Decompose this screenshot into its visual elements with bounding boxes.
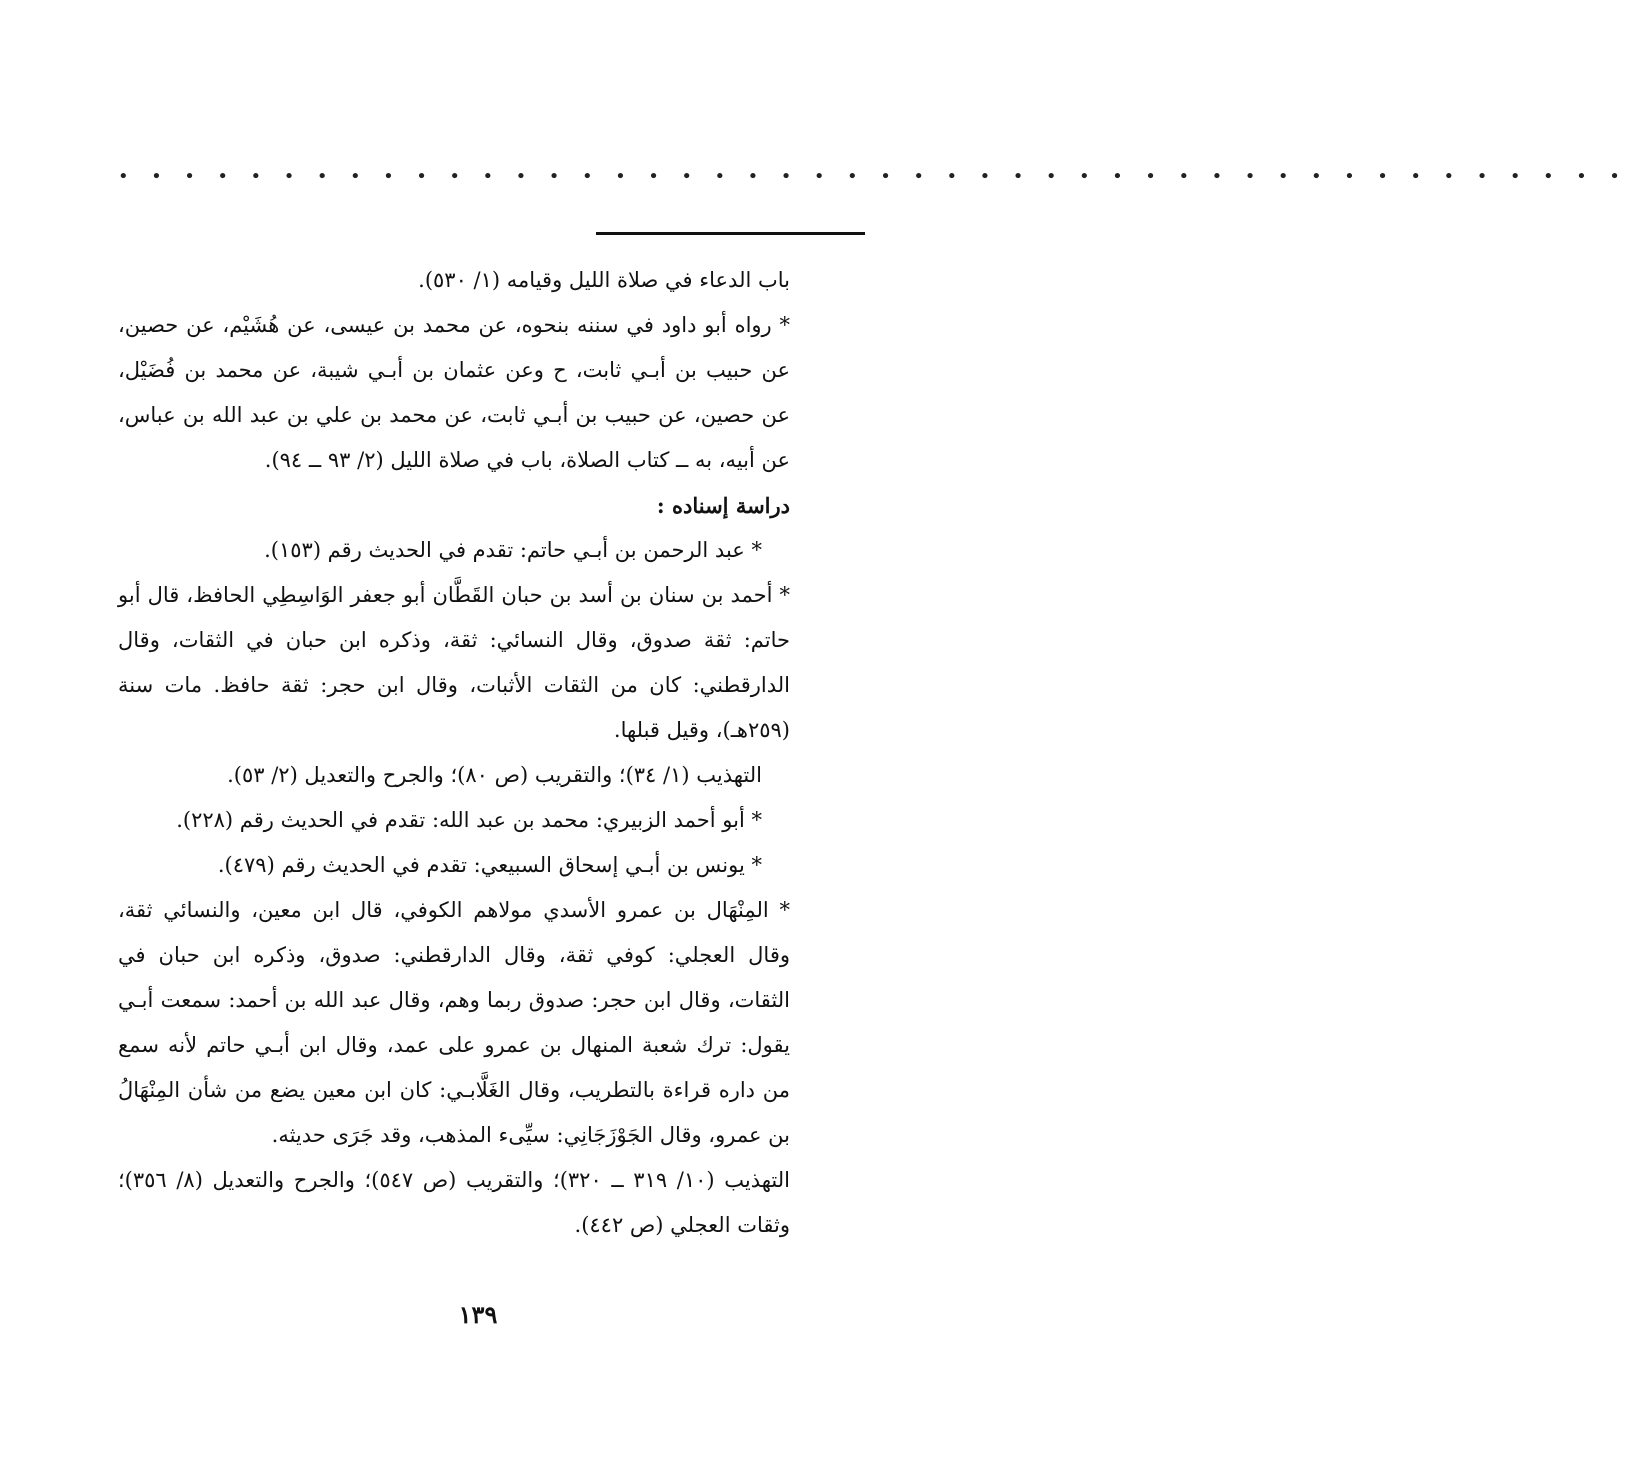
narrator-entry: * أبو أحمد الزبيري: محمد بن عبد الله: تقدم في الحديث رقم (٢٢٨). xyxy=(176,808,762,832)
citation-line: التهذيب (١٠/ ٣١٩ ــ ٣٢٠)؛ والتقريب (ص ٥٤٧)؛ والجرح والتعديل (٨/ ٣٥٦)؛ وثقات العجلي (ص ٤٤٢). xyxy=(118,1168,790,1237)
chapter-reference: باب الدعاء في صلاة الليل وقيامه (١/ ٥٣٠). xyxy=(418,268,790,292)
page-body xyxy=(118,258,790,1248)
narration-paragraph: * رواه أبو داود في سننه بنحوه، عن محمد بن عيسى، عن هُشَيْم، عن حصين، عن حبيب بن أبـي ثابت، ح وعن عثمان بن أبـي شيبة، عن محمد بن فُضَيْل، عن حصين، عن حبيب بن أبـي ثابت، عن محمد بن علي بن عبد الله بن عباس، عن أبيه، به ــ كتاب الصلاة، باب في صلاة الليل (٢/ ٩٣ ــ ٩٤). xyxy=(118,313,790,472)
narrator-entry: * المِنْهَال بن عمرو الأسدي مولاهم الكوفي، قال ابن معين، والنسائي ثقة، وقال العجلي: كوفي ثقة، وقال الدارقطني: صدوق، وذكره ابن حبان في الثقات، وقال ابن حجر: صدوق ربما وهم، وقال عبد الله بن أحمد: سمعت أبـي يقول: ترك شعبة المنهال بن عمرو على عمد، وقال ابن أبـي حاتم لأنه سمع من داره قراءة بالتطريب، وقال الغَلَّابـي: كان ابن معين يضع من شأن المِنْهَالُ بن عمرو، وقال الجَوْزَجَانِي: سيِّىء المذهب، وقد جَرَى حديثه. xyxy=(118,898,791,1147)
citation-line: التهذيب (١/ ٣٤)؛ والتقريب (ص ٨٠)؛ والجرح والتعديل (٢/ ٥٣). xyxy=(227,763,762,787)
narrator-entry: * يونس بن أبـي إسحاق السبيعي: تقدم في الحديث رقم (٤٧٩). xyxy=(217,853,762,877)
footnote-rule xyxy=(596,232,865,235)
dotted-separator: • • • • • • • • • • • • • • • • • • • • • • • • • • • • • • • • • • • • • • • • • • • • • • xyxy=(118,166,1628,187)
narrator-entry: * أحمد بن سنان بن أسد بن حبان القَطَّان أبو جعفر الوَاسِطِي الحافظ، قال أبو حاتم: ثقة صدوق، وقال النسائي: ثقة، وذكره ابن حبان في الثقات، وقال الدارقطني: كان من الثقات الأثبات، وقال ابن حجر: ثقة حافظ. مات سنة (٢٥٩هـ)، وقيل قبلها. xyxy=(118,583,790,742)
page-number: ١٣٩ xyxy=(458,1300,498,1329)
narrator-entry: * عبد الرحمن بن أبـي حاتم: تقدم في الحديث رقم (١٥٣). xyxy=(264,538,762,562)
section-heading: دراسة إسناده : xyxy=(656,493,790,518)
